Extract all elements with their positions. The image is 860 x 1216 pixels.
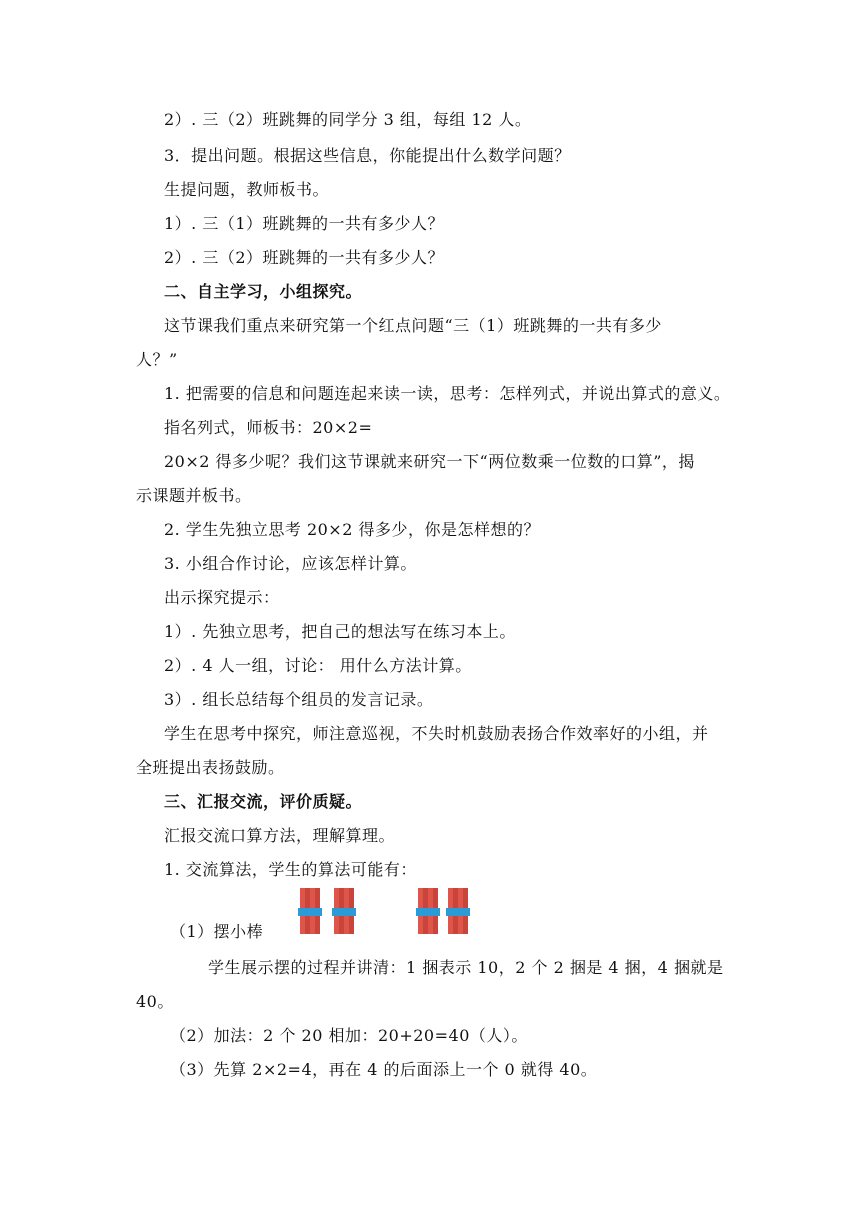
text-line: 汇报交流口算方法，理解算理。: [164, 826, 396, 845]
text-line: 3．提出问题。根据这些信息，你能提出什么数学问题？: [164, 146, 571, 165]
text-line: 示课题并板书。: [136, 486, 252, 505]
stick-bundle-icon: [446, 888, 470, 934]
text-line: 学生展示摆的过程并讲清：1 捆表示 10，2 个 2 捆是 4 捆，4 捆就是: [208, 958, 724, 977]
text-line: （1）摆小棒: [170, 922, 264, 941]
text-line: 3. 小组合作讨论，应该怎样计算。: [164, 554, 417, 573]
text-line: 1. 把需要的信息和问题连起来读一读，思考：怎样列式，并说出算式的意义。: [164, 384, 731, 403]
text-line: 学生在思考中探究，师注意巡视，不失时机鼓励表扬合作效率好的小组，并: [164, 724, 709, 743]
text-line: 3）. 组长总结每个组员的发言记录。: [164, 690, 434, 709]
stick-bundle-icon: [332, 888, 356, 934]
section-heading: 二、自主学习，小组探究。: [164, 282, 363, 301]
text-line: 生提问题，教师板书。: [164, 180, 330, 199]
text-line: （3）先算 2×2=4，再在 4 的后面添上一个 0 就得 40。: [170, 1060, 598, 1079]
stick-bundle-icon: [298, 888, 322, 934]
text-line: 20×2 得多少呢？我们这节课就来研究一下“两位数乘一位数的口算”，揭: [164, 452, 695, 471]
text-line: 1）. 三（1）班跳舞的一共有多少人？: [164, 214, 445, 233]
text-line: （2）加法：2 个 20 相加：20+20=40（人）。: [170, 1026, 528, 1045]
bundled-sticks-icon: [296, 886, 476, 936]
section-heading: 三、汇报交流，评价质疑。: [164, 792, 363, 811]
text-line: 人？”: [136, 350, 178, 369]
text-line: 1. 交流算法，学生的算法可能有：: [164, 860, 417, 879]
text-line: 40。: [136, 992, 174, 1011]
stick-bundle-icon: [416, 888, 440, 934]
text-line: 指名列式，师板书：20×2=: [164, 418, 373, 437]
text-line: 出示探究提示：: [164, 588, 280, 607]
text-line: 全班提出表扬鼓励。: [136, 758, 285, 777]
text-line: 2. 学生先独立思考 20×2 得多少，你是怎样想的？: [164, 520, 540, 539]
text-line: 2）. 4 人一组，讨论： 用什么方法计算。: [164, 656, 472, 675]
text-line: 2）. 三（2）班跳舞的一共有多少人？: [164, 248, 445, 267]
text-line: 这节课我们重点来研究第一个红点问题“三（1）班跳舞的一共有多少: [164, 316, 662, 335]
text-line: 1）. 先独立思考，把自己的想法写在练习本上。: [164, 622, 516, 641]
text-line: 2）. 三（2）班跳舞的同学分 3 组，每组 12 人。: [164, 110, 532, 129]
